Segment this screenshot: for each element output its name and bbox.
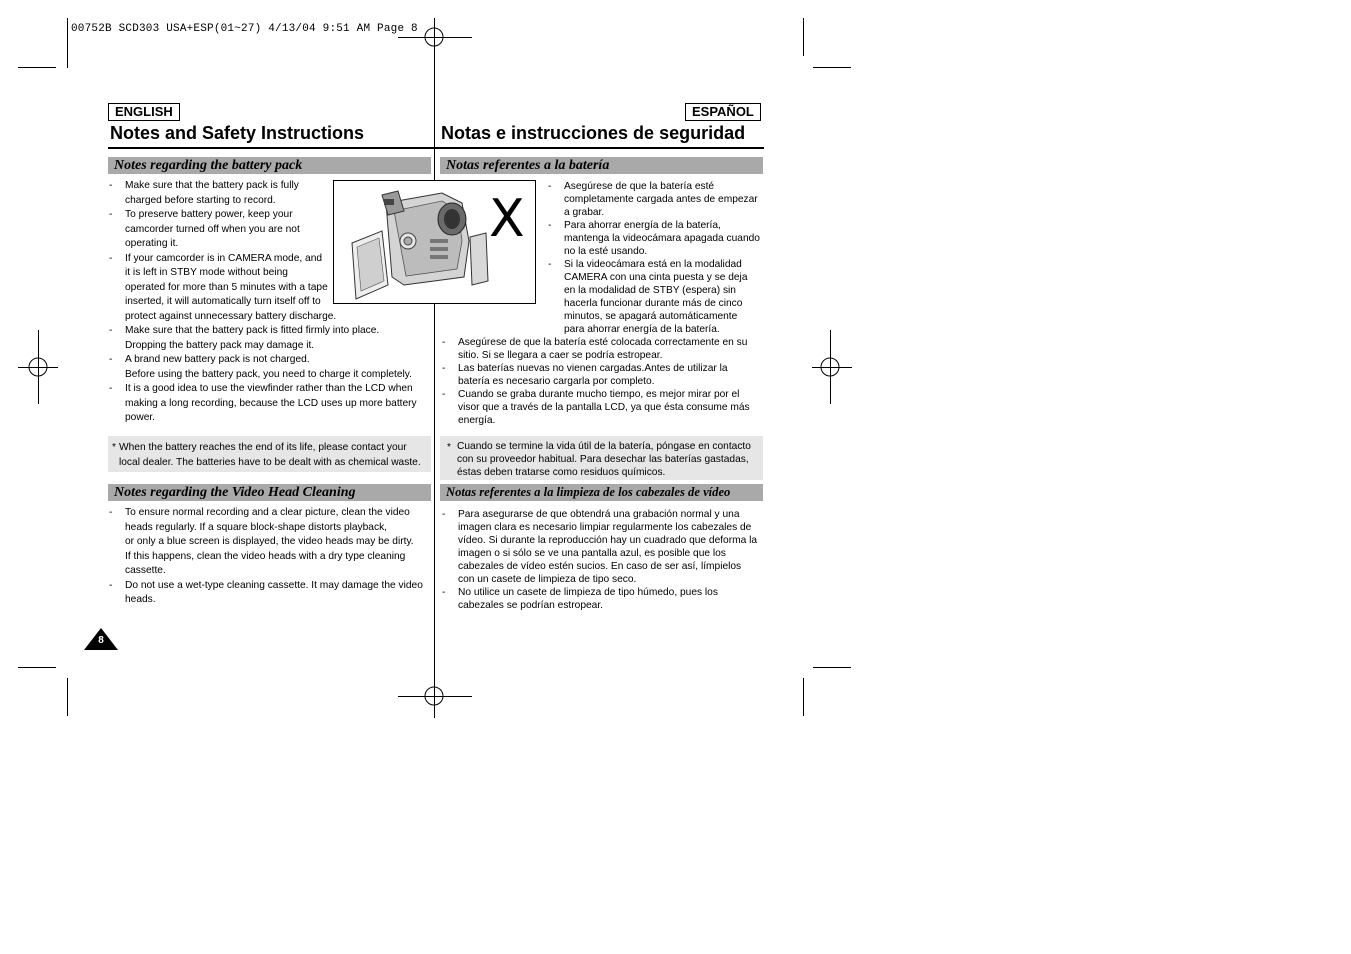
list-item-line: sitio. Si se llegara a caer se podría estropear.: [458, 350, 663, 361]
list-item: [108, 324, 438, 353]
list-item-line: - To preserve battery power, keep your: [125, 209, 293, 220]
list-item-line: con un casete de limpieza de tipo seco.: [458, 574, 637, 585]
english-cleaning-list: [108, 506, 438, 608]
list-item-line: vídeo. Si durante la reproducción hay un cuadrado que deforma la: [458, 535, 758, 546]
list-item: [441, 362, 766, 388]
list-item: [108, 579, 438, 608]
list-item: [547, 258, 767, 336]
list-item-line: no la esté usando.: [564, 246, 648, 257]
list-item-line: or only a blue screen is displayed, the video heads may be dirty.: [125, 536, 414, 547]
list-item-line: - Make sure that the battery pack is fitted firmly into place.: [125, 325, 380, 336]
list-item-line: - Las baterías nuevas no vienen cargadas.Antes de utilizar la: [458, 363, 728, 374]
list-item-line: - It is a good idea to use the viewfinder rather than the LCD when: [125, 383, 413, 394]
list-item-line: visor que a través de la pantalla LCD, ya que ésta consume más: [458, 402, 750, 413]
list-item-line: a grabar.: [564, 207, 605, 218]
list-item-line: cabezales se podrían estropear.: [458, 600, 603, 611]
note-line: local dealer. The batteries have to be dealt with as chemical waste.: [119, 457, 421, 468]
spanish-cleaning-list: [441, 508, 766, 612]
list-item-line: camcorder turned off when you are not: [125, 223, 300, 235]
list-item-line: cabezales de vídeo estén sucios. En caso de ser así, límpielos: [458, 561, 742, 572]
english-battery-heading: Notes regarding the battery pack: [108, 157, 431, 174]
list-item-line: - No utilice un casete de limpieza de tipo húmedo, pues los: [458, 587, 718, 598]
list-item: [441, 508, 766, 586]
list-item: [108, 382, 438, 426]
english-page-title: Notes and Safety Instructions: [110, 123, 365, 143]
list-item-line: energía.: [458, 415, 496, 426]
list-item-line: en la modalidad de STBY (espera) sin: [564, 285, 736, 296]
list-item-line: imagen o si sólo se ve una pantalla azul, es posible que los: [458, 548, 726, 559]
list-item-line: - Cuando se graba durante mucho tiempo, es mejor mirar por el: [458, 389, 740, 400]
list-item-line: - Para asegurarse de que obtendrá una grabación normal y una: [458, 509, 740, 520]
camcorder-icon: [334, 181, 535, 303]
page-number-badge: [84, 628, 118, 650]
list-item-line: If this happens, clean the video heads with a dry type cleaning: [125, 550, 406, 562]
spanish-battery-list-top: [547, 180, 767, 336]
list-item-line: inserted, it will automatically turn itself off to: [125, 296, 321, 307]
english-cleaning-heading: Notes regarding the Video Head Cleaning: [108, 484, 431, 501]
spanish-battery-heading: Notas referentes a la batería: [440, 157, 763, 174]
list-item-line: - Si la videocámara está en la modalidad: [564, 259, 742, 270]
list-item-line: completamente cargada antes de empezar: [564, 194, 758, 205]
list-item-line: batería es necesario cargarla por completo.: [458, 376, 655, 387]
camcorder-illustration: [333, 180, 536, 304]
list-item: [547, 180, 767, 219]
list-item-line: Before using the battery pack, you need to charge it completely.: [125, 368, 412, 380]
list-item-line: heads regularly. If a square block-shape distorts playback,: [125, 521, 387, 533]
print-header: 00752B SCD303 USA+ESP(01~27) 4/13/04 9:51 AM Page 8: [71, 23, 418, 35]
spanish-battery-note: [440, 436, 763, 480]
list-item-line: making a long recording, because the LCD uses up more battery: [125, 397, 417, 409]
list-item-line: - Para ahorrar energía de la batería,: [564, 220, 721, 231]
list-item-line: mantenga la videocámara apagada cuando: [564, 233, 760, 244]
spanish-battery-list: [441, 336, 766, 427]
list-item-line: cassette.: [125, 565, 166, 576]
note-line: Cuando se termine la vida útil de la batería, póngase en contacto: [457, 441, 751, 452]
list-item-line: CAMERA con una cinta puesta y se deja: [564, 272, 748, 283]
list-item-line: operated for more than 5 minutes with a tape: [125, 281, 328, 293]
list-item: [108, 506, 438, 579]
spanish-page-title: Notas e instrucciones de seguridad: [441, 123, 746, 143]
english-battery-note: [108, 436, 431, 472]
list-item: [441, 388, 766, 427]
note-star: *: [447, 442, 451, 453]
list-item-line: Dropping the battery pack may damage it.: [125, 339, 315, 351]
list-item-line: power.: [125, 412, 156, 423]
list-item-line: - If your camcorder is in CAMERA mode, and: [125, 252, 323, 264]
list-item-line: hacerla funcionar durante más de cinco: [564, 298, 743, 309]
list-item-line: imagen clara es necesario limpiar regularmente los cabezales de: [458, 522, 752, 533]
list-item: [108, 353, 438, 382]
list-item-line: it is left in STBY mode without being: [125, 267, 288, 278]
list-item-line: minutos, se apagará automáticamente: [564, 311, 738, 322]
note-line: éstas deben tratarse como residuos químicos.: [457, 467, 666, 478]
list-item-line: - Asegúrese de que la batería esté colocada correctamente en su: [458, 337, 748, 348]
list-item-line: heads.: [125, 594, 156, 605]
list-item: [441, 336, 766, 362]
list-item-line: para ahorrar energía de la batería.: [564, 324, 720, 335]
list-item-line: protect against unnecessary battery discharge.: [125, 310, 337, 322]
list-item-line: - To ensure normal recording and a clear picture, clean the video: [125, 507, 410, 518]
note-line: When the battery reaches the end of its life, please contact your: [119, 442, 407, 453]
english-language-label: ENGLISH: [108, 103, 180, 121]
list-item: [547, 219, 767, 258]
page-number: 8: [98, 635, 104, 646]
note-line: con su proveedor habitual. Para desechar las baterías gastadas,: [457, 454, 749, 465]
list-item-line: - Asegúrese de que la batería esté: [564, 181, 715, 192]
figure-mark: X: [489, 189, 525, 249]
list-item: [441, 586, 766, 612]
list-item-line: operating it.: [125, 238, 179, 249]
spanish-cleaning-heading: Notas referentes a la limpieza de los cabezales de vídeo: [440, 484, 763, 501]
list-item-line: - A brand new battery pack is not charged.: [125, 354, 310, 365]
list-item-line: charged before starting to record.: [125, 194, 276, 206]
spanish-language-label: ESPAÑOL: [685, 103, 761, 121]
list-item-line: - Do not use a wet-type cleaning cassette. It may damage the video: [125, 579, 423, 591]
note-star: *: [112, 442, 116, 453]
list-item-line: - Make sure that the battery pack is fully: [125, 180, 299, 191]
